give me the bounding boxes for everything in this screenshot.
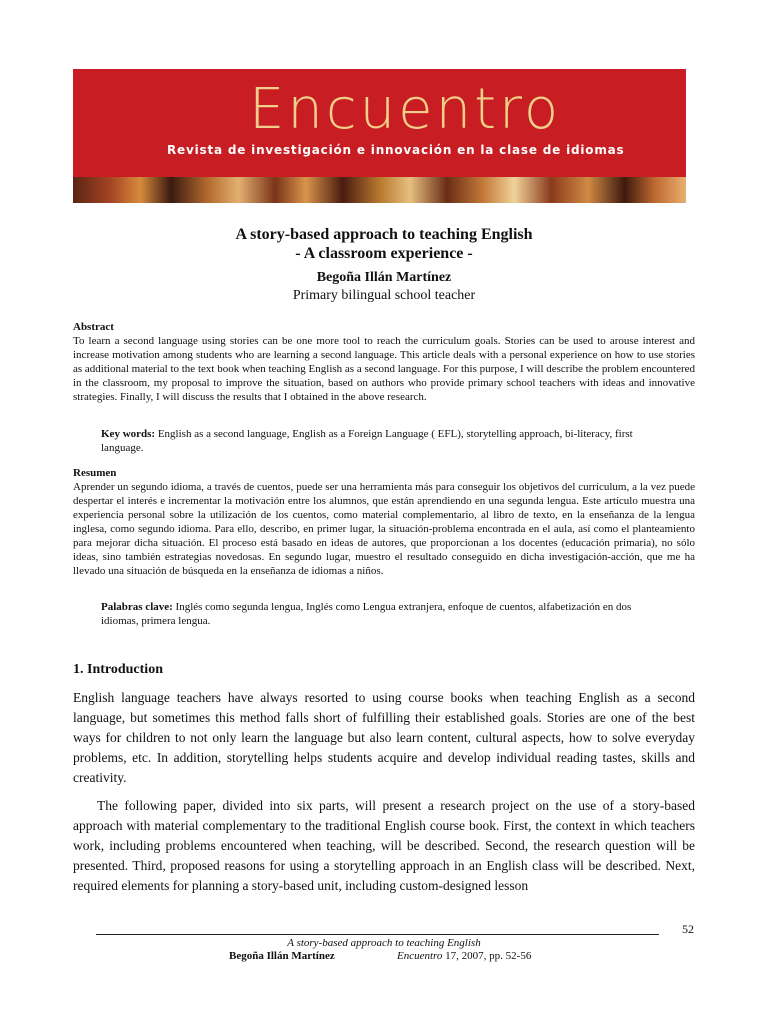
journal-banner: [73, 69, 686, 203]
keywords-list: English as a second language, English as a Foreign Language ( EFL), storytelling approach, bi-literacy, first language.: [101, 428, 633, 454]
author-name: Begoña Illán Martínez: [316, 270, 452, 285]
page-number: 52: [682, 922, 694, 936]
footer-volume-pages: 17, 2007, pp. 52-56: [442, 950, 532, 962]
resumen-heading: Resumen: [73, 467, 117, 479]
abstract-heading: Abstract: [73, 321, 114, 333]
palabras-clave-label: Palabras clave:: [101, 601, 173, 613]
footer-journal-name: Encuentro: [397, 950, 443, 962]
resumen-text: Aprender un segundo idioma, a través de cuentos, puede ser una herramienta más para conseguir los objetivos del currículum, a la vez puede despertar el interés e incrementar la motivación entre los alumnos, que están aprendiendo en una segunda lengua. Este artículo muestra una experiencia personal sobre la utilización de los cuentos, como material complementario, al libro de texto, en la enseñanza de la lengua inglesa, como segundo idioma. Para ello, describo, en primer lugar, la situación-problema encontrada en el aula, así como el planteamiento para mejorar dicha situación. El proceso está basado en ideas de autores, que proporcionan a los docentes (educación primaria), no sólo ideas, sino también estrategias novedosas. En segundo lugar, muestro el resultado conseguido en dicha investigación-acción, que me ha llevado una situación de búsqueda en la enseñanza de idiomas a niños.: [73, 481, 695, 577]
footer-citation: [397, 950, 531, 962]
footer-divider: [96, 934, 659, 935]
article-title: A story-based approach to teaching English: [235, 226, 533, 243]
keywords-label: Key words:: [101, 428, 156, 440]
journal-title: Encuentro: [249, 77, 562, 142]
abstract-keywords: [101, 427, 671, 455]
introduction-paragraph-1: English language teachers have always resorted to using course books when teaching English as a second language, but sometimes this method falls short of fulfilling their established goals. Stories are one of the best ways for children to not only learn the language but also learn content, cultural aspects, how to solve everyday problems, etc. In addition, storytelling helps students acquire and develop individual reading tastes, skills and creativity.: [73, 690, 695, 785]
footer-author: Begoña Illán Martínez: [229, 950, 335, 962]
journal-subtitle: Revista de investigación e innovación en la clase de idiomas: [167, 143, 625, 157]
abstract-text: To learn a second language using stories can be one more tool to reach the curriculum goals. Stories can be used to arouse interest and increase motivation among students who are learning a second language. This article deals with a personal experience on how to use stories as additional material to the text book when teaching English as a second language. For this purpose, I will describe the problem encountered in the classroom, my proposal to improve the situation, based on authors who provide primary school teachers with ideas and innovative strategies. Finally, I will discuss the results that I obtained in the above research.: [73, 335, 695, 403]
introduction-paragraph-2: The following paper, divided into six parts, will present a research project on the use of a story-based approach with material complementary to the traditional English course book. First, the context in which teachers work, including problems encountered when teaching, will be described. Second, the research question will be presented. Third, proposed reasons for using a storytelling approach in an English class will be described. Next, required elements for planning a story-based unit, including custom-designed lesson: [73, 798, 695, 893]
resumen-keywords: [101, 600, 671, 628]
footer-running-title: A story-based approach to teaching English: [287, 937, 481, 949]
banner-photo-strip: [73, 177, 686, 203]
palabras-clave-list: Inglés como segunda lengua, Inglés como Lengua extranjera, enfoque de cuentos, alfabetización en dos idiomas, primera lengua.: [101, 601, 632, 627]
article-subtitle: - A classroom experience -: [295, 245, 473, 262]
author-affiliation: Primary bilingual school teacher: [292, 288, 476, 303]
introduction-heading: 1. Introduction: [73, 662, 163, 677]
